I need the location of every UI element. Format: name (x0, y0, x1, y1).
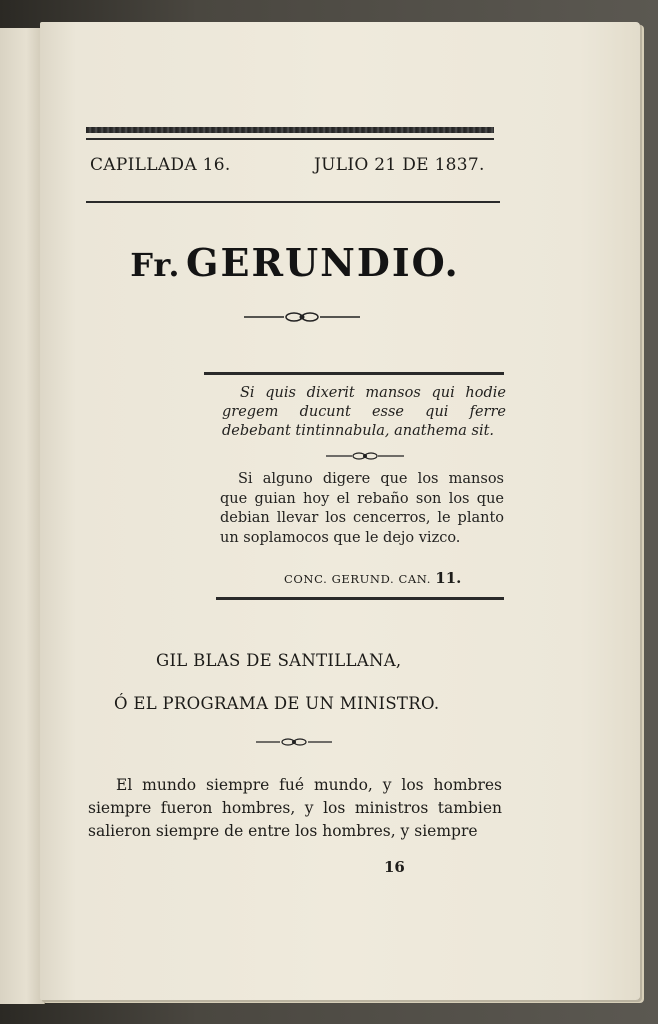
decorative-rule-icon (244, 311, 360, 323)
decorative-rule-icon (256, 737, 332, 747)
header-thin-rule (86, 138, 494, 140)
citation-number: 11. (435, 569, 462, 587)
masthead (100, 240, 490, 285)
article-body: El mundo siempre fué mundo, y los hombres siempre fueron hombres, y los ministros tambien salieron siempre de entre los hombres, y siempre (88, 776, 502, 840)
epigraph-bottom-rule (216, 597, 504, 600)
issue-label: CAPILLADA 16. (90, 155, 231, 175)
masthead-prefix: Fr. (130, 246, 181, 284)
issue-date: JULIO 21 DE 1837. (314, 155, 485, 175)
page-signature: 16 (384, 858, 405, 876)
epigraph-citation (284, 569, 461, 587)
decorative-rule-icon (326, 451, 404, 461)
epigraph-spanish: Si alguno digere que los mansos que guian hoy el rebaño son los que debian llevar los cencerros, le planto un soplamocos que le dejo vizco. (220, 471, 504, 546)
facing-page-edge (0, 28, 45, 1004)
masthead-title: GERUNDIO. (186, 240, 460, 285)
citation-prefix: CONC. GERUND. CAN. (284, 572, 431, 586)
epigraph-latin: Si quis dixerit mansos qui hodie gregem ducunt esse qui ferre debebant tintinnabula, anathema sit. (222, 385, 506, 439)
article-subtitle: Ó EL PROGRAMA DE UN MINISTRO. (114, 694, 440, 713)
header-thick-rule (86, 127, 494, 133)
header-bottom-rule (86, 201, 500, 203)
epigraph-top-rule (204, 372, 504, 375)
article-title: GIL BLAS DE SANTILLANA, (156, 651, 402, 670)
